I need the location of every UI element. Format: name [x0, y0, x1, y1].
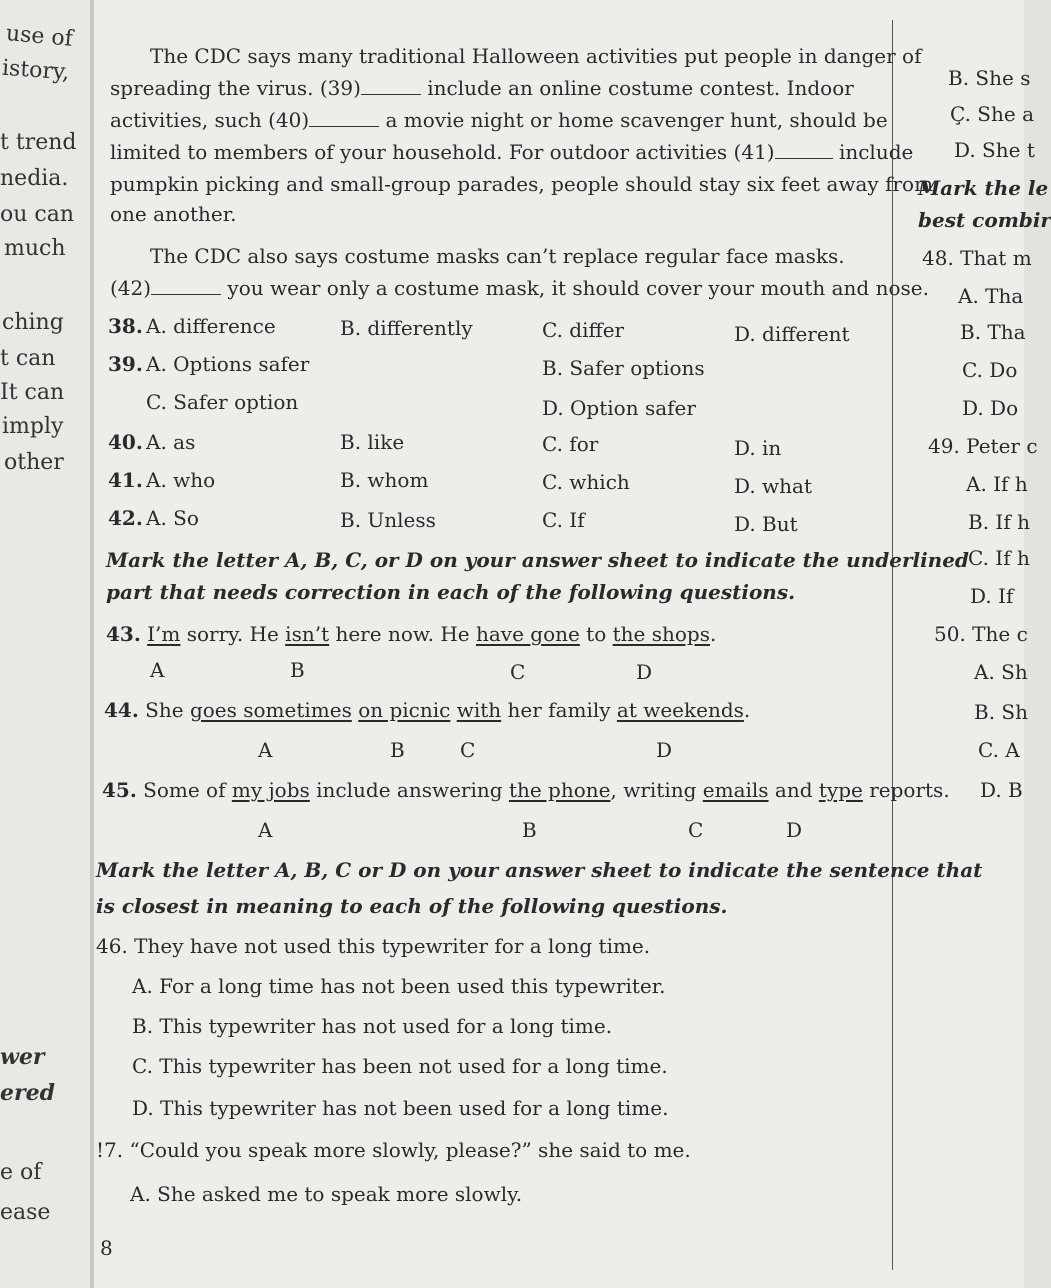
option-c: C. differ: [542, 318, 625, 342]
passage-text: activities, such (40): [110, 108, 310, 132]
passage-text: include: [832, 140, 914, 164]
left-page-fragment: e of: [0, 1160, 42, 1185]
passage-text: (42): [110, 276, 152, 300]
passage-line: [110, 108, 888, 132]
option-c: C. for: [542, 432, 599, 456]
left-page-fragment: imply: [2, 414, 64, 439]
question-46-stem: 46. They have not used this typewriter for a long time.: [96, 934, 651, 958]
right-column-line: C. If h: [968, 546, 1030, 570]
left-page-fragment: istory,: [1, 55, 71, 86]
blank-40: [309, 112, 379, 127]
left-page-fragment: ou can: [0, 202, 75, 227]
sentence-text: reports.: [862, 778, 950, 802]
page-number: 8: [100, 1236, 113, 1260]
answer-letter: A: [258, 818, 273, 842]
answer-letter: C: [688, 818, 704, 842]
answer-letter: D: [656, 738, 673, 762]
right-column-line: B. If h: [968, 510, 1030, 534]
sentence-text: .: [743, 698, 751, 722]
option-a: A. as: [146, 430, 196, 454]
section-instruction: Mark the letter A, B, C, or D on your answer sheet to indicate the underlined: [106, 548, 969, 572]
left-page-fragment: much: [4, 236, 66, 261]
passage-line: one another.: [110, 202, 237, 226]
sentence-text: here now. He: [329, 622, 476, 646]
option-d: D. different: [734, 322, 850, 346]
underlined-part-b: on picnic: [358, 698, 451, 722]
underlined-part-b: isn’t: [285, 622, 330, 646]
passage-line: [110, 276, 929, 300]
right-column-line: A. Sh: [974, 660, 1028, 684]
sentence-text: Some of: [143, 778, 232, 802]
right-column-line: D. B: [980, 778, 1023, 802]
right-column-line: 50. The c: [934, 622, 1028, 646]
option-a: A. For a long time has not been used this typewriter.: [132, 974, 666, 998]
answer-letter: C: [510, 660, 526, 684]
underlined-part-d: at weekends: [616, 698, 744, 722]
right-column-line: A. If h: [966, 472, 1028, 496]
sentence-text: , writing: [610, 778, 703, 802]
blank-41: [775, 144, 833, 159]
left-page-fragment: t trend: [0, 130, 77, 155]
question-number: 43.: [106, 622, 141, 646]
option-b: B. Unless: [340, 508, 436, 532]
right-column-line: Ç. She a: [950, 102, 1035, 126]
question-number: 40.: [108, 430, 143, 454]
right-column-line: C. A: [978, 738, 1020, 762]
left-page-fragment: wer: [0, 1044, 45, 1070]
sentence-text: and: [768, 778, 819, 802]
passage-line: pumpkin picking and small-group parades, people should stay six feet away from: [110, 172, 934, 196]
underlined-part-a: I’m: [147, 622, 181, 646]
underlined-part-d: type: [818, 778, 863, 802]
question-38: [108, 314, 143, 338]
answer-letter: D: [786, 818, 803, 842]
option-c: C. This typewriter has been not used for a long time.: [132, 1054, 668, 1078]
answer-letter: B: [522, 818, 537, 842]
option-a: A. She asked me to speak more slowly.: [130, 1182, 523, 1206]
passage-text: you wear only a costume mask, it should cover your mouth and nose.: [221, 276, 929, 300]
option-d: D. But: [734, 512, 798, 536]
option-b: B. This typewriter has not used for a long time.: [132, 1014, 613, 1038]
option-d: D. in: [734, 436, 782, 460]
right-column-line: B. Sh: [974, 700, 1028, 724]
option-b: B. Safer options: [542, 356, 705, 380]
right-column-line: B. She s: [948, 66, 1031, 90]
blank-39: [361, 80, 421, 95]
left-page-fragment: ered: [0, 1080, 55, 1106]
right-column-line: best combir: [918, 208, 1051, 232]
answer-letter: C: [460, 738, 476, 762]
question-number: 42.: [108, 506, 143, 530]
passage-text: limited to members of your household. For outdoor activities (41): [110, 140, 775, 164]
underlined-part-c: with: [456, 698, 502, 722]
underlined-part-c: emails: [702, 778, 769, 802]
question-47-stem: !7. “Could you speak more slowly, please?” she said to me.: [96, 1138, 691, 1162]
option-b: B. whom: [340, 468, 429, 492]
right-column-line: B. Tha: [960, 320, 1026, 344]
left-page-fragment: ease: [0, 1200, 51, 1225]
question-number: 41.: [108, 468, 143, 492]
option-b: B. differently: [340, 316, 473, 340]
answer-letter: B: [390, 738, 405, 762]
section-instruction: is closest in meaning to each of the following questions.: [96, 894, 728, 918]
option-c: C. which: [542, 470, 630, 494]
option-b: B. like: [340, 430, 405, 454]
question-number: 38.: [108, 314, 143, 338]
option-a: A. who: [146, 468, 216, 492]
answer-letter: A: [258, 738, 273, 762]
underlined-part-a: goes sometimes: [189, 698, 352, 722]
question-43: [106, 622, 716, 646]
right-column-line: C. Do: [962, 358, 1018, 382]
right-column-line: D. Do: [962, 396, 1019, 420]
question-44: [104, 698, 750, 722]
option-c: C. Safer option: [146, 390, 299, 414]
question-number: 44.: [104, 698, 139, 722]
left-page-fragment: nedia.: [0, 166, 69, 191]
passage-line: [110, 140, 913, 164]
underlined-part-c: have gone: [475, 622, 580, 646]
right-column-line: A. Tha: [958, 284, 1024, 308]
passage-line: The CDC also says costume masks can’t replace regular face masks.: [150, 244, 845, 268]
passage-line: The CDC says many traditional Halloween activities put people in danger of: [150, 44, 922, 68]
sentence-text: to: [579, 622, 613, 646]
option-a: A. So: [146, 506, 199, 530]
blank-42: [151, 280, 221, 295]
left-page-fragment: It can: [0, 380, 65, 405]
sentence-text: include answering: [309, 778, 509, 802]
underlined-part-d: the shops: [612, 622, 710, 646]
underlined-part-b: the phone: [508, 778, 611, 802]
option-d: D. This typewriter has not been used for a long time.: [132, 1096, 669, 1120]
option-a: A. difference: [146, 314, 276, 338]
section-instruction: Mark the letter A, B, C or D on your answer sheet to indicate the sentence that: [96, 858, 983, 882]
column-divider: [892, 20, 893, 1270]
sentence-text: She: [145, 698, 190, 722]
left-page-fragment: other: [4, 450, 64, 475]
right-column-line: 48. That m: [922, 246, 1032, 270]
section-instruction: part that needs correction in each of the following questions.: [106, 580, 796, 604]
option-d: D. Option safer: [542, 396, 696, 420]
left-page-fragment: ching: [2, 310, 64, 335]
question-number: 45.: [102, 778, 137, 802]
passage-text: include an online costume contest. Indoor: [420, 76, 854, 100]
sentence-text: her family: [501, 698, 617, 722]
answer-letter: D: [636, 660, 653, 684]
answer-letter: A: [150, 658, 165, 682]
left-page-edge: [0, 0, 92, 1288]
right-column-line: D. She t: [954, 138, 1035, 162]
sentence-text: sorry. He: [180, 622, 286, 646]
sentence-text: .: [710, 622, 717, 646]
option-a: A. Options safer: [146, 352, 310, 376]
passage-line: [110, 76, 854, 100]
passage-text: spreading the virus. (39): [110, 76, 361, 100]
option-c: C. If: [542, 508, 585, 532]
underlined-part-a: my jobs: [231, 778, 310, 802]
option-d: D. what: [734, 474, 812, 498]
passage-text: a movie night or home scavenger hunt, should be: [379, 108, 888, 132]
left-page-fragment: t can: [0, 346, 56, 371]
right-column-line: 49. Peter c: [928, 434, 1038, 458]
right-column-line: D. If: [970, 584, 1014, 608]
question-45: [102, 778, 950, 802]
left-page-fragment: use of: [5, 21, 74, 52]
answer-letter: B: [290, 658, 305, 682]
right-column-line: Mark the le: [918, 176, 1049, 200]
question-number: 39.: [108, 352, 143, 376]
